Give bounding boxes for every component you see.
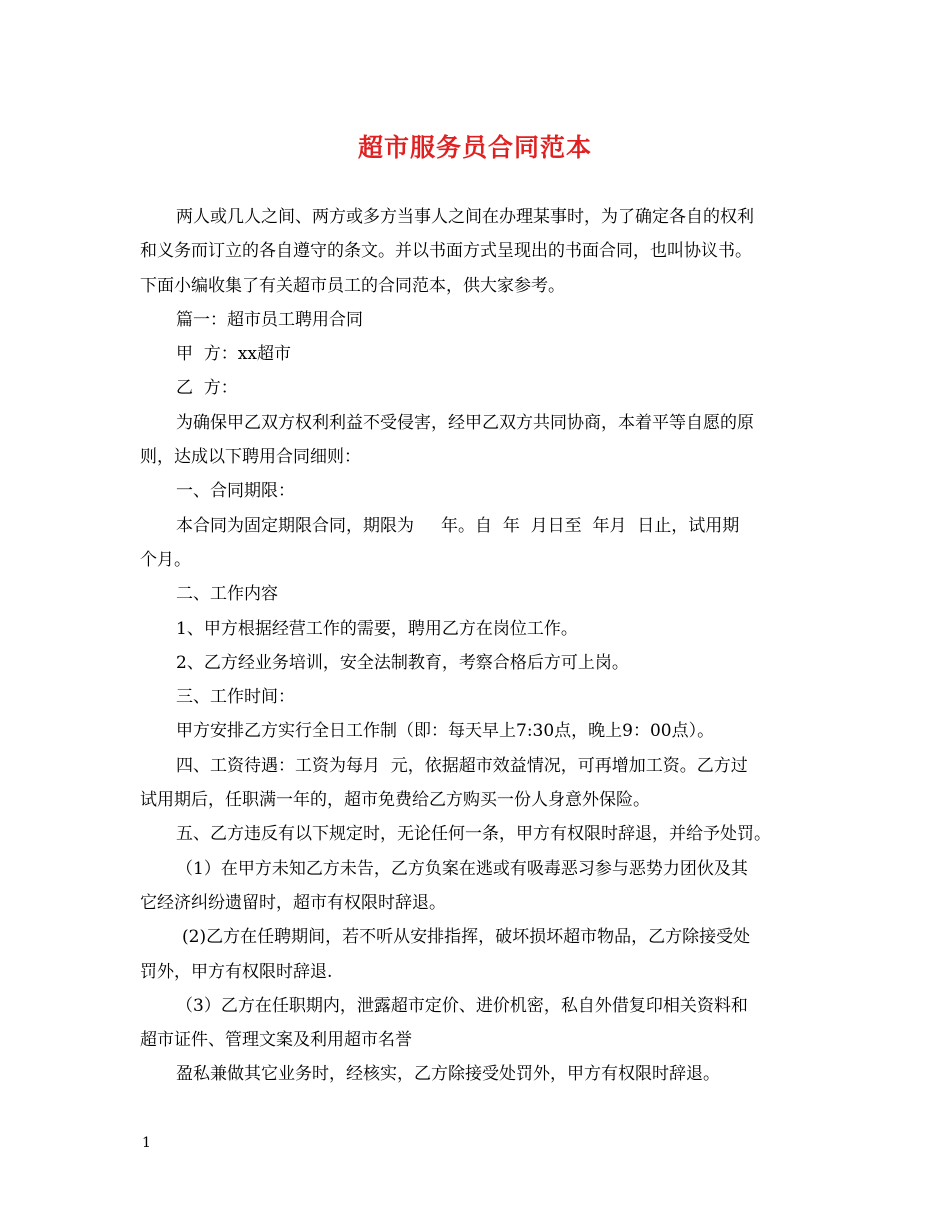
document-body [140, 200, 830, 1092]
text-line: 超市证件、管理文案及利用超市名誉 [140, 1030, 412, 1051]
text-line: 个月。 [140, 549, 191, 570]
text-line: 2、乙方经业务培训，安全法制教育，考察合格后方可上岗。 [176, 652, 629, 673]
party-a-line: 甲 方：xx超市 [176, 344, 291, 365]
text-line: 试用期后，任职满一年的，超市免费给乙方购买一份人身意外保险。 [140, 790, 650, 811]
text-line: 盈私兼做其它业务时，经核实，乙方除接受处罚外，甲方有权限时辞退。 [176, 1064, 720, 1085]
text-line: 1、甲方根据经营工作的需要，聘用乙方在岗位工作。 [176, 618, 578, 639]
clause-heading: 二、工作内容 [176, 584, 278, 605]
clause-heading: 一、合同期限： [176, 481, 295, 502]
text-line: （3）乙方在任职期内，泄露超市定价、进价机密，私自外借复印相关资料和 [176, 995, 748, 1016]
text-line: 和义务而订立的各自遵守的条文。并以书面方式呈现出的书面合同，也叫协议书。 [140, 241, 752, 262]
text-line: 则，达成以下聘用合同细则： [140, 447, 361, 468]
text-line: 四、工资待遇：工资为每月 元，依据超市效益情况，可再增加工资。乙方过 [176, 755, 748, 776]
text-line: 罚外，甲方有权限时辞退. [140, 961, 333, 982]
text-line: 为确保甲乙双方权利利益不受侵害，经甲乙双方共同协商，本着平等自愿的原 [176, 412, 754, 433]
text-line: 两人或几人之间、两方或多方当事人之间在办理某事时，为了确定各自的权利 [176, 207, 754, 227]
text-line: 它经济纠纷遗留时，超市有权限时辞退。 [140, 892, 446, 913]
clause-heading: 三、工作时间： [176, 687, 295, 708]
document-title: 超市服务员合同范本 [357, 133, 592, 162]
text-line: 五、乙方违反有以下规定时，无论任何一条，甲方有权限时辞退，并给予处罚。 [176, 824, 771, 845]
section-heading: 篇一：超市员工聘用合同 [176, 309, 363, 330]
text-line: 甲方安排乙方实行全日工作制（即：每天早上7:30点，晚上9：00点）。 [176, 721, 715, 742]
text-line: 本合同为固定期限合同，期限为 年。自 年 月日至 年月 日止，试用期 [176, 515, 740, 536]
party-b-line: 乙 方： [176, 378, 238, 399]
text-line: （1）在甲方未知乙方未告，乙方负案在逃或有吸毒恶习参与恶势力团伙及其 [176, 858, 748, 879]
text-line: 下面小编收集了有关超市员工的合同范本，供大家参考。 [140, 275, 565, 296]
text-line: (2)乙方在任聘期间，若不听从安排指挥，破坏损坏超市物品，乙方除接受处 [182, 927, 751, 948]
page-number: 1 [142, 1135, 151, 1151]
